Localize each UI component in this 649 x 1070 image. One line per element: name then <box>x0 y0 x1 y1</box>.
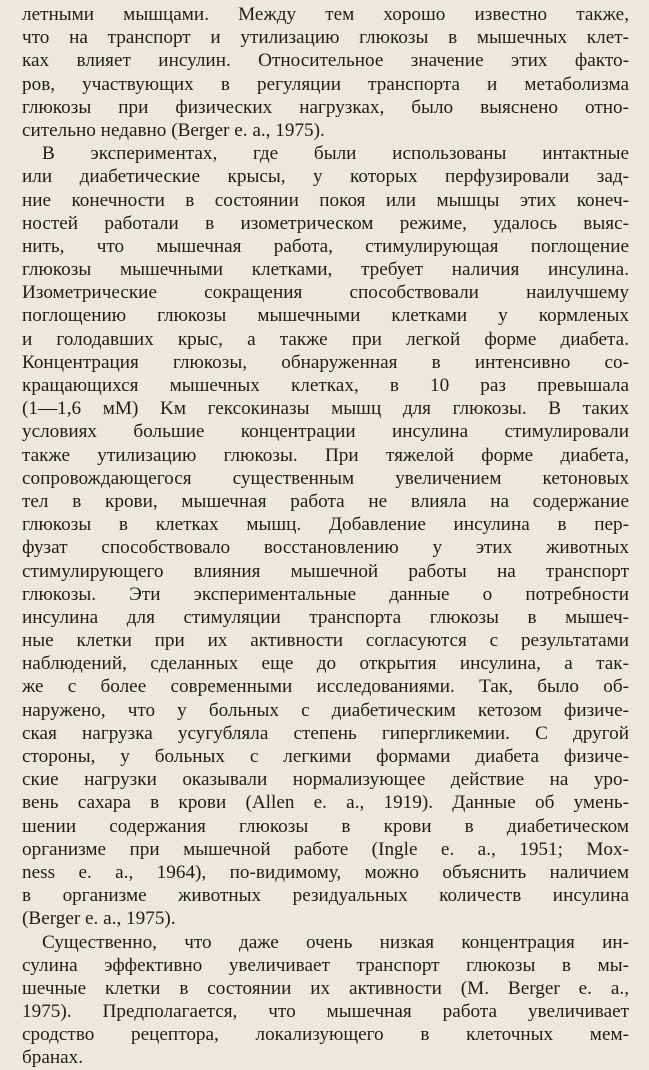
text-line: ках влияет инсулин. Относительное значение этих факто- <box>22 50 629 72</box>
text-line: ness e. a., 1964), по-видимому, можно объяснить наличием <box>22 861 629 883</box>
text-line: шении содержания глюкозы в крови в диабетическом <box>22 815 629 837</box>
text-line: же с более современными исследованиями. Так, было об- <box>22 676 629 698</box>
text-line: наблюдений, сделанных еще до открытия инсулина, а так- <box>22 653 629 675</box>
text-line: (Berger e. a., 1975). <box>22 908 176 930</box>
text-line: кращающихся мышечных клетках, в 10 раз превышала <box>22 375 629 396</box>
text-line: летными мышцами. Между тем хорошо известно также, <box>22 4 629 25</box>
text-line: наружено, что у больных с диабетическим кетозом физиче- <box>22 699 629 721</box>
text-line: ностей работали в изометрическом режиме, удалось выяс- <box>22 212 629 234</box>
text-line: сопровождающегося существенным увеличением кетоновых <box>22 467 629 489</box>
text-line: поглощению глюкозы мышечными клетками у кормленых <box>22 305 629 327</box>
text-line: шечные клетки в состоянии их активности (M. Berger e. a., <box>22 977 629 999</box>
text-line: 1975). Предполагается, что мышечная работа увеличивает <box>22 1001 629 1023</box>
text-line: что на транспорт и утилизацию глюкозы в мышечных клет- <box>22 27 629 49</box>
text-line: глюкозы мышечными клетками, требует наличия инсулина. <box>22 259 629 281</box>
text-line: ние конечности в состоянии покоя или мышцы этих конеч- <box>22 189 629 211</box>
text-line: тел в крови, мышечная работа не влияла на содержание <box>22 490 629 512</box>
text-line: сродство рецептора, локализующего в клеточных мем- <box>22 1024 629 1046</box>
text-line: (1—1,6 мМ) Kм гексокиназы мышц для глюкозы. В таких <box>22 398 629 420</box>
text-line: вень сахара в крови (Allen e. a., 1919). Данные об умень- <box>22 792 629 814</box>
text-line: также утилизацию глюкозы. При тяжелой форме диабета, <box>22 444 629 466</box>
text-line: Концентрация глюкозы, обнаруженная в интенсивно со- <box>22 351 629 373</box>
text-line: ская нагрузка усугубляла степень гипергликемии. С другой <box>22 722 629 744</box>
text-line: глюкозы в клетках мышц. Добавление инсулина в пер- <box>22 514 629 536</box>
text-line: бранах. <box>22 1047 84 1069</box>
text-line: условиях большие концентрации инсулина стимулировали <box>22 421 629 443</box>
text-line: и голодавших крыс, а также при легкой форме диабета. <box>22 328 629 350</box>
text-line: глюкозы. Эти экспериментальные данные о потребности <box>22 583 629 605</box>
text-line: сительно недавно (Berger e. a., 1975). <box>22 119 325 141</box>
text-line: Существенно, что даже очень низкая концентрация ин- <box>42 931 629 953</box>
text-line: ные клетки при их активности согласуются с результатами <box>22 630 629 652</box>
text-line: стороны, у больных с легкими формами диабета физиче- <box>22 746 629 767</box>
text-line: ров, участвующих в регуляции транспорта и метаболизма <box>22 73 629 95</box>
text-line: в организме животных резидуальных количеств инсулина <box>22 885 629 907</box>
text-line: организме при мышечной работе (Ingle e. a., 1951; Mox- <box>22 838 629 860</box>
text-line: ские нагрузки оказывали нормализующее действие на уро- <box>22 769 629 791</box>
text-line: В экспериментах, где были использованы интактные <box>42 143 629 165</box>
text-line: инсулина для стимуляции транспорта глюкозы в мышеч- <box>22 606 629 628</box>
text-line: нить, что мышечная работа, стимулирующая поглощение <box>22 235 629 257</box>
text-line: стимулирующего влияния мышечной работы на транспорт <box>22 560 629 582</box>
text-line: или диабетические крысы, у которых перфузировали зад- <box>22 166 629 188</box>
text-line: Изометрические сокращения способствовали наилучшему <box>22 282 629 304</box>
text-line: фузат способствовало восстановлению у этих животных <box>22 537 629 559</box>
text-line: глюкозы при физических нагрузках, было выяснено отно- <box>22 96 629 118</box>
text-line: сулина эффективно увеличивает транспорт глюкозы в мы- <box>22 954 629 976</box>
